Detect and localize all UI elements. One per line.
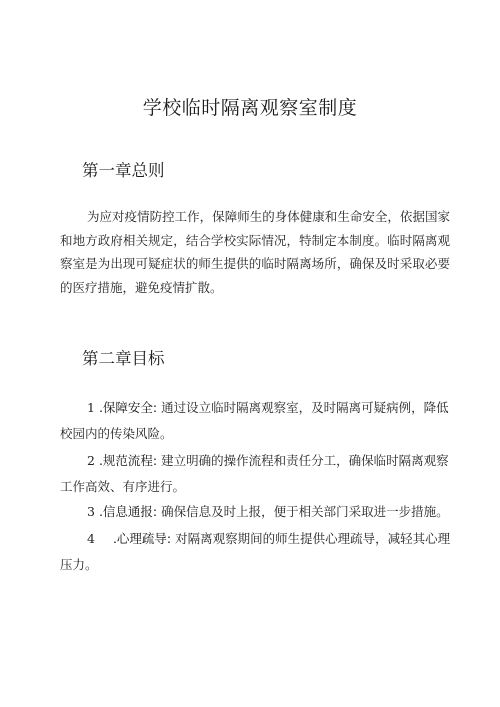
goal-item: [60, 448, 452, 500]
goal-item-term: .信息通报:: [98, 504, 158, 519]
chapter1-paragraph: 为应对疫情防控工作，保障师生的身体健康和生命安全，依据国家和地方政府相关规定，结合学校实际情况，特制定本制度。临时隔离观察室是为出现可疑症状的师生提供的临时隔离场所，确保及时采取必要的医疗措施，避免疫情扩散。: [60, 209, 450, 295]
goal-item-text: 确保信息及时上报，便于相关部门采取进一步措施。: [157, 504, 449, 519]
goal-item-text: 对隔离观察期间的师生提供心理疏导，减轻其心理压力。: [60, 531, 451, 572]
goal-item-term: .规范流程:: [98, 453, 158, 468]
goal-item-text: 建立明确的操作流程和责任分工，确保临时隔离观察工作高效、有序进行。: [60, 453, 449, 494]
goal-item: [60, 526, 452, 578]
goal-item-text: 通过设立临时隔离观察室，及时隔离可疑病例，降低校园内的传染风险。: [60, 400, 449, 441]
goal-item-term: .保障安全:: [98, 400, 158, 415]
goal-item-number: 4: [87, 531, 95, 546]
goal-item-number: 2: [87, 453, 95, 468]
document-title: 学校临时隔离观察室制度: [142, 97, 358, 119]
goal-item: [60, 395, 452, 447]
goal-item: [60, 499, 452, 525]
chapter2-heading: 第二章目标: [82, 349, 165, 368]
chapter1-heading: 第一章总则: [82, 161, 165, 180]
goal-item-term: .心理疏导:: [112, 531, 172, 546]
goal-item-number: 1: [87, 400, 95, 415]
goal-item-number: 3: [87, 504, 95, 519]
